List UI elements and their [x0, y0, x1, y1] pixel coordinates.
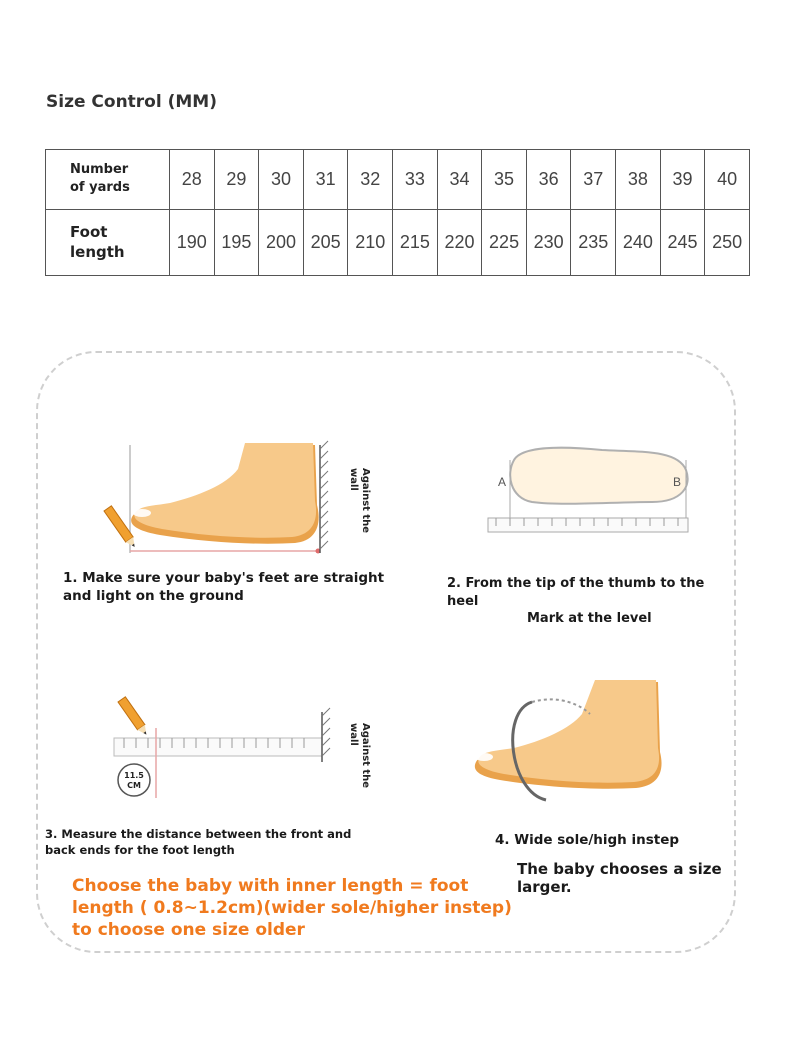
size-cell: 30 [259, 150, 304, 210]
high-instep-illustration [470, 672, 670, 807]
step4-caption: 4. Wide sole/high instep [495, 832, 680, 848]
size-cell: 31 [303, 150, 348, 210]
step4-subcaption: The baby chooses a size larger. [517, 860, 722, 896]
length-cell: 210 [348, 209, 393, 275]
size-cell: 38 [616, 150, 661, 210]
pencil-icon [118, 697, 150, 737]
foot-shape [478, 680, 659, 783]
size-cell: 33 [393, 150, 438, 210]
length-cell: 225 [482, 209, 527, 275]
length-row [46, 209, 750, 275]
length-cell: 240 [616, 209, 661, 275]
size-row [46, 150, 750, 210]
length-cell: 195 [214, 209, 259, 275]
wall-hatching [322, 708, 330, 756]
foot-shape [134, 443, 316, 538]
toenail [475, 753, 493, 761]
size-table [45, 149, 750, 276]
length-cell: 220 [437, 209, 482, 275]
size-cell: 34 [437, 150, 482, 210]
size-cell: 35 [482, 150, 527, 210]
sizing-note: Choose the baby with inner length = foot length ( 0.8~1.2cm)(wider sole/higher instep) to choose one size older [72, 876, 512, 940]
size-cell: 37 [571, 150, 616, 210]
page-title: Size Control (MM) [46, 92, 217, 112]
foot-against-wall-illustration [90, 435, 330, 560]
length-row-header [46, 209, 170, 275]
size-row-header [46, 150, 170, 210]
step2-caption: 2. From the tip of the thumb to the heel [447, 576, 705, 609]
ruler [488, 518, 688, 532]
size-cell: 39 [660, 150, 705, 210]
against-wall-label-2: Against the wall [348, 723, 371, 789]
length-cell: 190 [170, 209, 215, 275]
length-row-header-line2: length [70, 243, 125, 262]
point-a-label: A [498, 475, 507, 489]
toenail [133, 509, 151, 517]
sole-outline [510, 448, 687, 504]
size-cell: 28 [170, 150, 215, 210]
length-cell: 205 [303, 209, 348, 275]
ruler-measure-illustration [108, 692, 340, 807]
length-cell: 200 [259, 209, 304, 275]
step2-subcaption: Mark at the level [527, 611, 652, 626]
wall-hatching [320, 441, 328, 549]
size-row-header-line1: Number [70, 162, 129, 178]
size-cell: 32 [348, 150, 393, 210]
step3-caption: 3. Measure the distance between the front and back ends for the foot length [45, 827, 352, 857]
length-cell: 245 [660, 209, 705, 275]
measurement-unit: CM [127, 781, 141, 790]
point-b-label: B [673, 475, 682, 489]
length-cell: 215 [393, 209, 438, 275]
step1-caption: 1. Make sure your baby's feet are straight and light on the ground [63, 570, 385, 604]
length-cell: 230 [526, 209, 571, 275]
measurement-badge [118, 764, 150, 796]
size-row-header-line2: of yards [70, 180, 130, 196]
size-cell: 40 [705, 150, 750, 210]
size-cell: 36 [526, 150, 571, 210]
measurement-value: 11.5 [124, 771, 144, 780]
length-cell: 235 [571, 209, 616, 275]
sole-ruler-illustration [482, 440, 697, 540]
instep-loop-back [532, 699, 590, 714]
against-wall-label-1: Against the wall [348, 468, 371, 534]
size-cell: 29 [214, 150, 259, 210]
length-cell: 250 [705, 209, 750, 275]
length-row-header-line1: Foot [70, 223, 108, 242]
ruler [114, 738, 322, 756]
